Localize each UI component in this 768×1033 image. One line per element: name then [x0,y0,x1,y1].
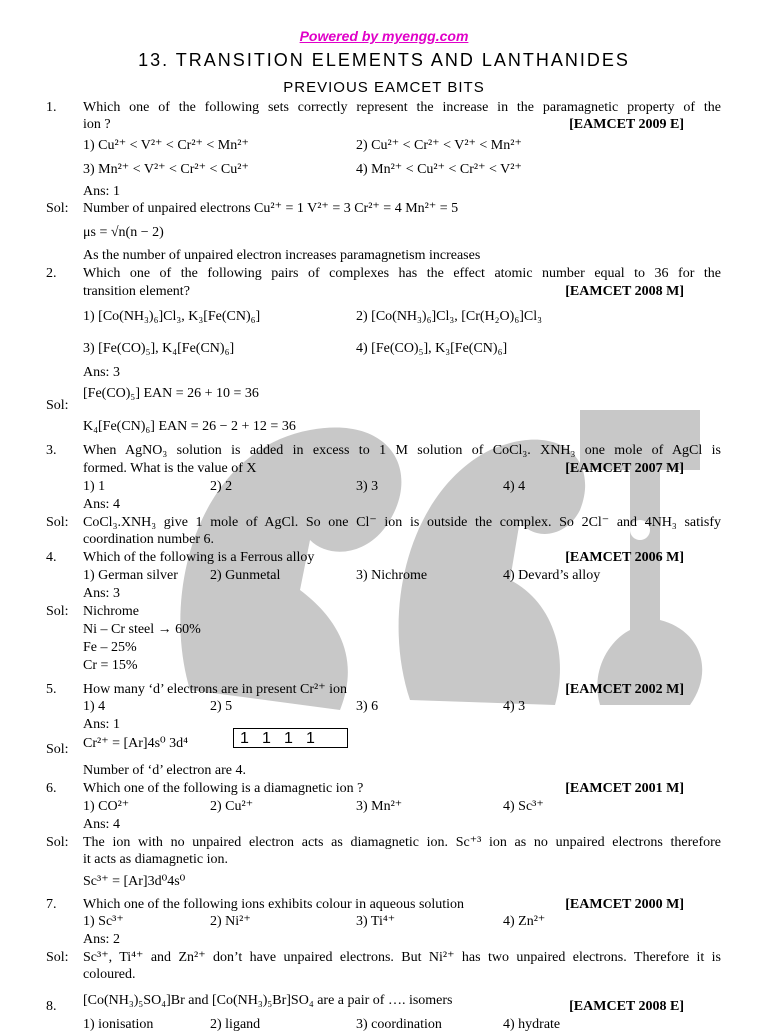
question-number: 8. [46,999,57,1014]
chapter-title: 13. TRANSITION ELEMENTS AND LANTHANIDES [138,50,630,70]
solution-label: Sol: [46,835,69,850]
answer: Ans: 4 [83,497,120,512]
option: 1) Cu²⁺ < V²⁺ < Cr²⁺ < Mn²⁺ [83,138,249,153]
option: 4) Sc³⁺ [503,799,544,814]
question-number: 2. [46,266,57,281]
option: 1) CO²⁺ [83,799,130,814]
option: 3) 6 [356,699,379,714]
formula: Sc³⁺ = [Ar]3d⁰4s⁰ [83,874,186,889]
question-text: [Co(NH₃)₅SO₄]Br and [Co(NH₃)₅Br]SO₄ are a pair of …. isomers [83,993,453,1008]
option: 1) German silver [83,568,178,583]
solution-label: Sol: [46,515,69,530]
solution-text: Sc³⁺, Ti⁴⁺ and Zn²⁺ don’t have unpaired electrons. But Ni²⁺ has two unpaired electrons. Therefore it is [83,950,721,965]
exam-tag: [EAMCET 2006 M] [565,550,684,565]
question-text: Which one of the following pairs of complexes has the effect atomic number equal to 36 for the [83,266,721,281]
question-text: How many ‘d’ electrons are in present Cr²⁺ ion [83,682,348,697]
exam-tag: [EAMCET 2002 M] [565,682,684,697]
option: 2) Ni²⁺ [210,914,251,929]
question-text: Which one of the following sets correctly represent the increase in the paramagnetic property of the [83,100,721,115]
solution-text: it acts as diamagnetic ion. [83,852,229,867]
option: 2) 5 [210,699,233,714]
option: 2) 2 [210,479,233,494]
question-text: Which of the following is a Ferrous alloy [83,550,315,565]
question-text: ion ? [83,117,111,132]
option: 1) 4 [83,699,106,714]
option: 2) [Co(NH₃)₆]Cl₃, [Cr(H₂O)₆]Cl₃ [356,309,542,324]
formula: Cr²⁺ = [Ar]4s⁰ 3d⁴ [83,736,189,751]
solution-label: Sol: [46,950,69,965]
exam-tag: [EAMCET 2001 M] [565,781,684,796]
section-subtitle: PREVIOUS EAMCET BITS [283,79,485,96]
solution-label: Sol: [46,201,69,216]
question-number: 5. [46,682,57,697]
question-text: transition element? [83,284,190,299]
solution-text: [Fe(CO)₅] EAN = 26 + 10 = 36 [83,386,259,401]
solution-text: K₄[Fe(CN)₆] EAN = 26 − 2 + 12 = 36 [83,419,296,434]
option: 4) Zn²⁺ [503,914,546,929]
option: 4) hydrate [503,1017,561,1032]
formula: μs = √n(n − 2) [83,225,164,240]
option: 3) Nichrome [356,568,428,583]
option: 3) [Fe(CO)₅], K₄[Fe(CN)₆] [83,341,235,356]
solution-text: Cr = 15% [83,658,138,673]
option: 3) Ti⁴⁺ [356,914,396,929]
answer: Ans: 1 [83,717,120,732]
solution-text: Number of ‘d’ electron are 4. [83,763,246,778]
option: 2) Cu²⁺ < Cr²⁺ < V²⁺ < Mn²⁺ [356,138,522,153]
answer: Ans: 1 [83,184,120,199]
option: 3) Mn²⁺ [356,799,403,814]
solution-label: Sol: [46,398,69,413]
option: 1) ionisation [83,1017,154,1032]
exam-tag: [EAMCET 2009 E] [569,117,684,132]
electron-arrow: 1 [262,730,271,747]
electron-arrow: 1 [240,730,249,747]
question-text: Which one of the following ions exhibits colour in aqueous solution [83,897,465,912]
answer: Ans: 4 [83,817,120,832]
electron-arrow: 1 [306,730,315,747]
option: 2) ligand [210,1017,261,1032]
exam-tag: [EAMCET 2007 M] [565,461,684,476]
solution-text: coloured. [83,967,136,982]
solution-text: CoCl₃.XNH₃ give 1 mole of AgCl. So one Cl⁻ ion is outside the complex. So 2Cl⁻ and 4NH₃ satisfy [83,515,721,530]
option: 1) Sc³⁺ [83,914,124,929]
answer: Ans: 2 [83,932,120,947]
question-text: Which one of the following is a diamagnetic ion ? [83,781,364,796]
option: 4) 3 [503,699,526,714]
solution-text: Ni – Cr steel → 60% [83,622,201,637]
option: 4) [Fe(CO)₅], K₃[Fe(CN)₆] [356,341,508,356]
answer: Ans: 3 [83,586,120,601]
question-number: 1. [46,100,57,115]
solution-label: Sol: [46,604,69,619]
question-number: 3. [46,443,57,458]
option: 2) Cu²⁺ [210,799,254,814]
question-number: 4. [46,550,57,565]
solution-text: As the number of unpaired electron increases paramagnetism increases [83,248,481,263]
option: 3) coordination [356,1017,442,1032]
exam-tag: [EAMCET 2008 M] [565,284,684,299]
solution-label: Sol: [46,742,69,757]
option: 4) Mn²⁺ < Cu²⁺ < Cr²⁺ < V²⁺ [356,162,522,177]
orbital-diagram [233,728,348,748]
option: 3) Mn²⁺ < V²⁺ < Cr²⁺ < Cu²⁺ [83,162,249,177]
option: 2) Gunmetal [210,568,281,583]
question-number: 7. [46,897,57,912]
answer: Ans: 3 [83,365,120,380]
solution-text: The ion with no unpaired electron acts as diamagnetic ion. Sc⁺³ ion as no unpaired electrons therefore [83,835,721,850]
electron-arrow: 1 [284,730,293,747]
option: 4) Devard’s alloy [503,568,601,583]
exam-tag: [EAMCET 2008 E] [569,999,684,1014]
solution-text: Fe – 25% [83,640,137,655]
option: 4) 4 [503,479,526,494]
option: 1) [Co(NH₃)₆]Cl₃, K₃[Fe(CN)₆] [83,309,261,324]
question-number: 6. [46,781,57,796]
option: 1) 1 [83,479,106,494]
question-text: formed. What is the value of X [83,461,257,476]
exam-tag: [EAMCET 2000 M] [565,897,684,912]
option: 3) 3 [356,479,379,494]
solution-text: coordination number 6. [83,532,215,547]
question-text: When AgNO₃ solution is added in excess to 1 M solution of CoCl₃. XNH₃ one mole of AgCl is [83,443,721,458]
solution-text: Nichrome [83,604,139,619]
solution-text: Number of unpaired electrons Cu²⁺ = 1 V²⁺ = 3 Cr²⁺ = 4 Mn²⁺ = 5 [83,201,459,216]
powered-by-link[interactable]: Powered by myengg.com [299,28,469,44]
